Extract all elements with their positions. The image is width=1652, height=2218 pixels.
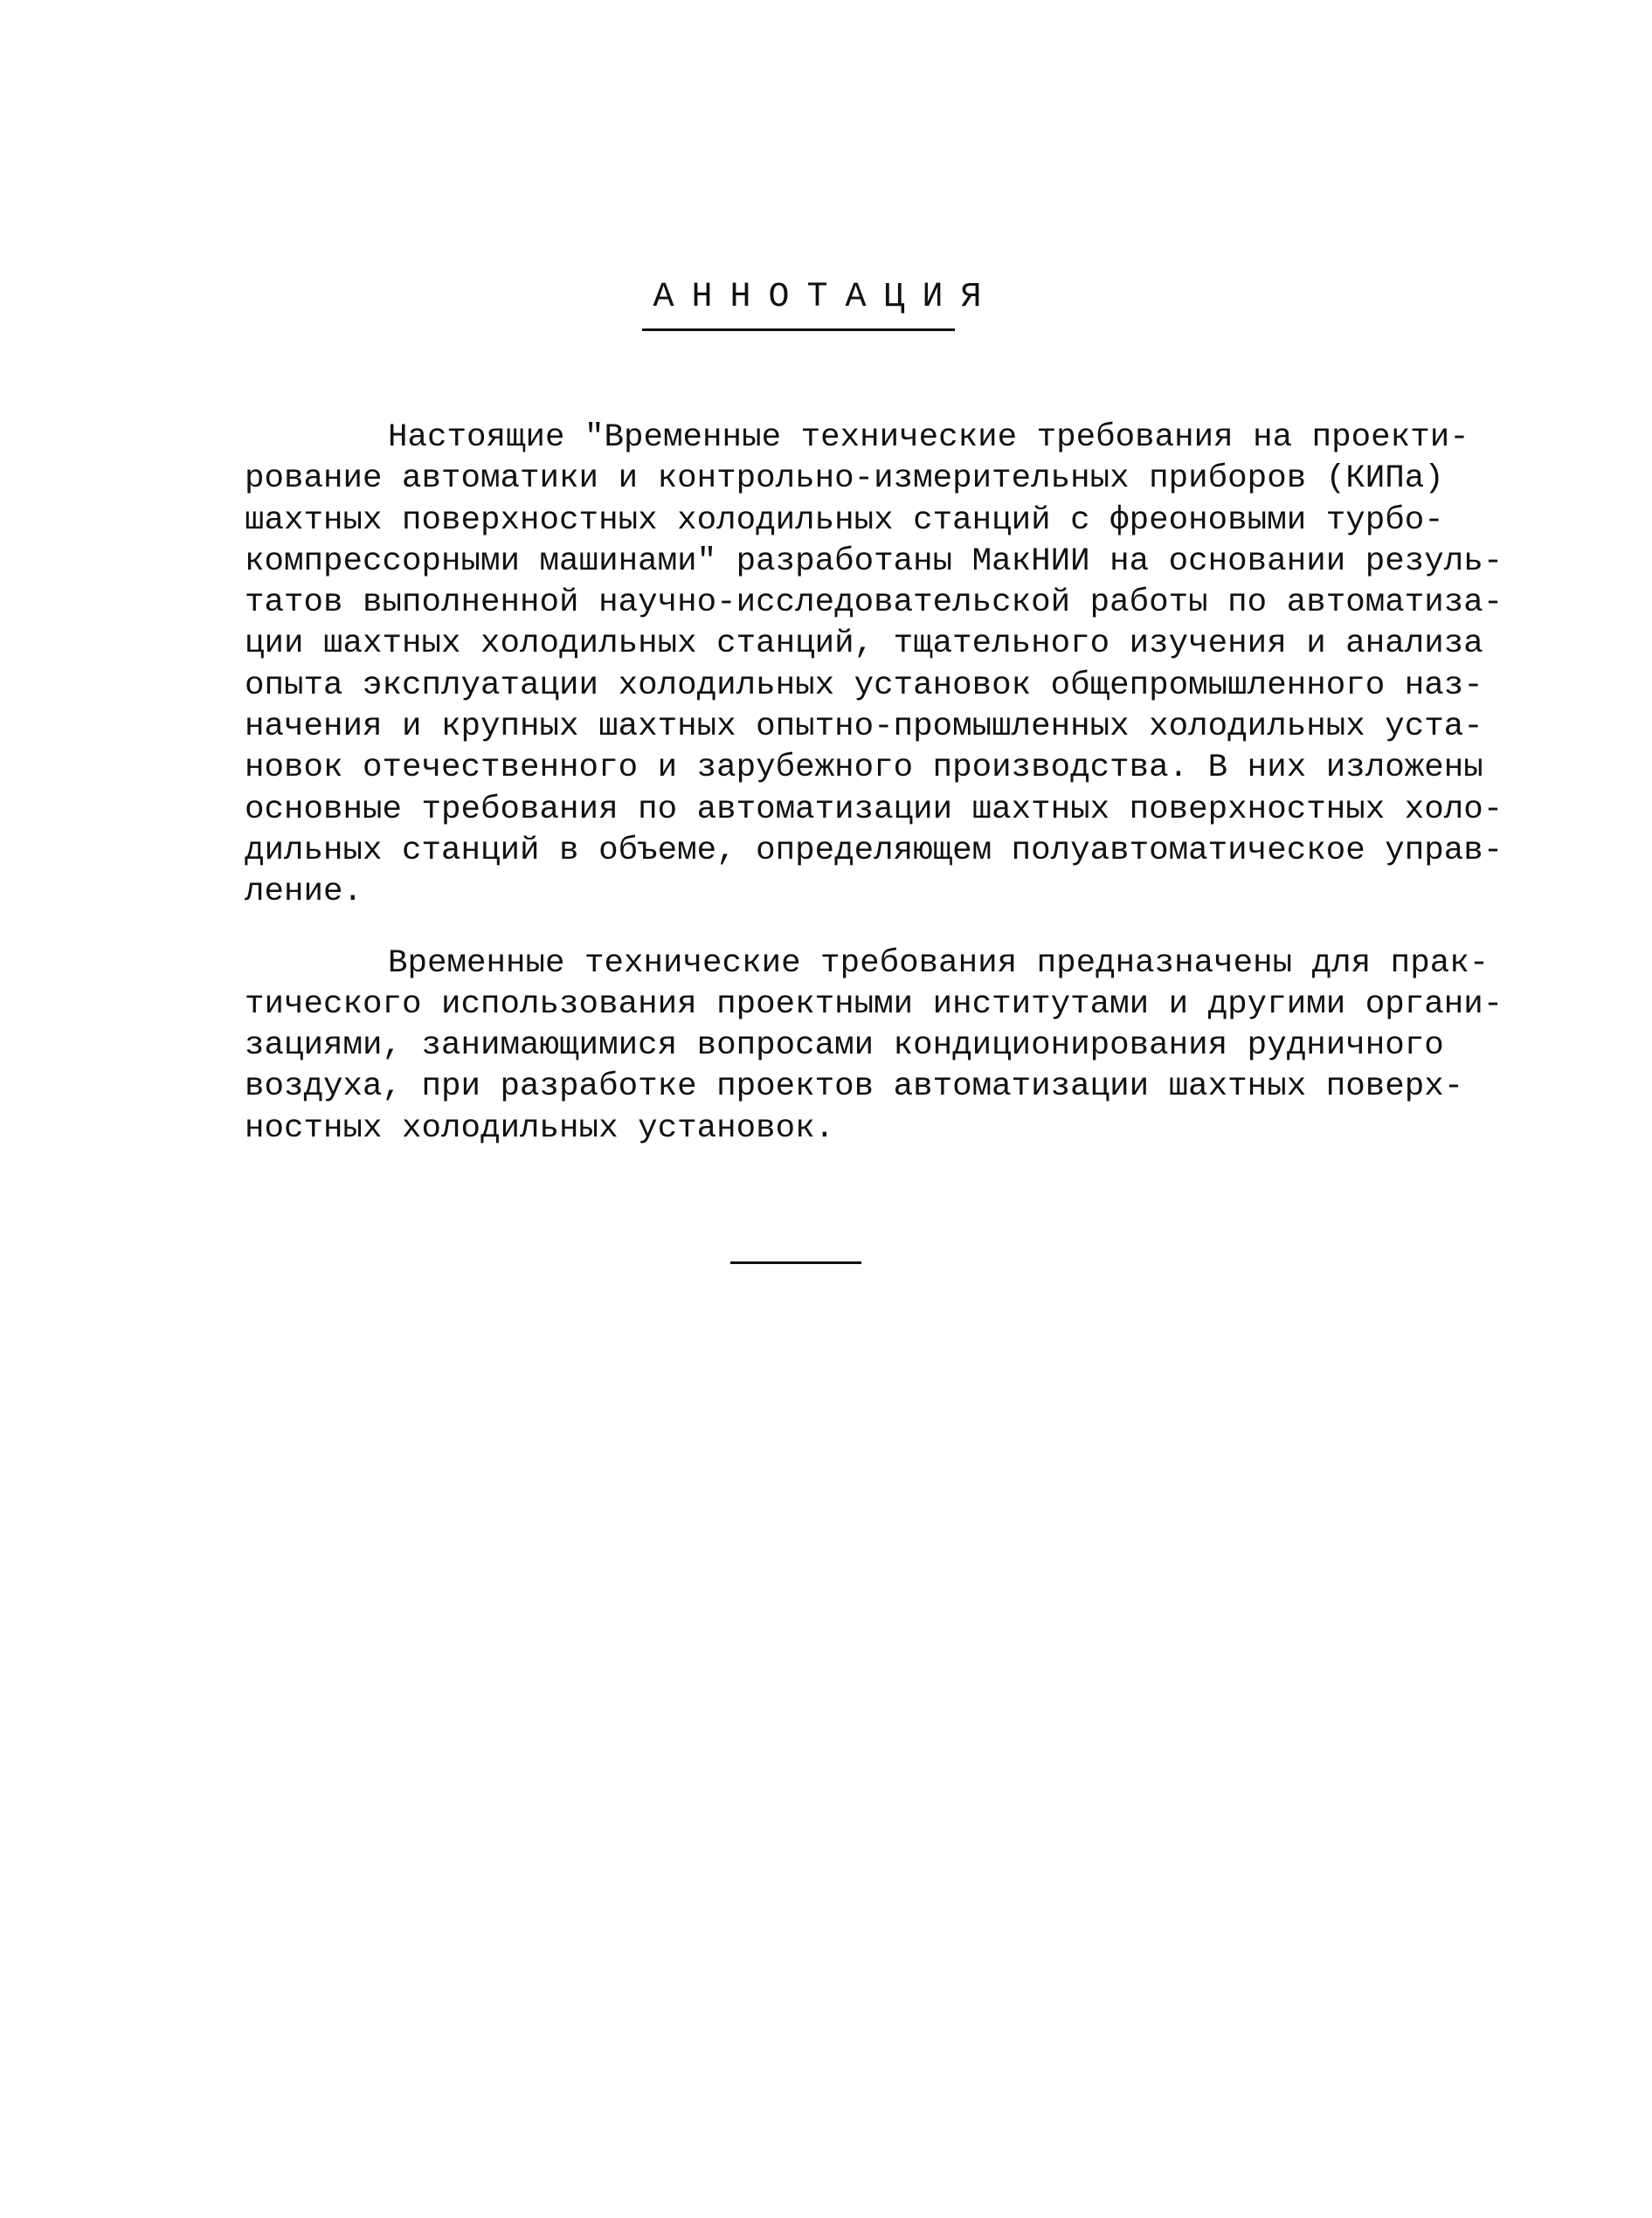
paragraph-line: основные требования по автоматизации шахтных поверхностных холо- <box>245 791 1503 828</box>
paragraph-line: тического использования проектными институтами и другими органи- <box>245 985 1503 1023</box>
paragraph-spacer <box>245 914 1503 943</box>
page-title: АННОТАЦИЯ <box>653 278 999 317</box>
annotation-body <box>245 418 1503 1150</box>
paragraph-line: дильных станций в объеме, определяющем полуавтоматическое управ- <box>245 832 1503 869</box>
paragraph-line: новок отечественного и зарубежного производства. В них изложены <box>245 750 1483 787</box>
paragraph-line: Настоящие "Временные технические требования на проекти- <box>388 419 1469 456</box>
paragraph-line: шахтных поверхностных холодильных станций с фреоновыми турбо- <box>245 501 1444 539</box>
paragraph-line: рование автоматики и контрольно-измерительных приборов (КИПа) <box>245 460 1444 498</box>
paragraph-line: ление. <box>245 874 363 911</box>
paragraph-line: начения и крупных шахтных опытно-промышленных холодильных уста- <box>245 708 1483 746</box>
paragraph-line: ностных холодильных установок. <box>245 1109 835 1147</box>
paragraph-line: зациями, занимающимися вопросами кондиционирования рудничного <box>245 1027 1444 1065</box>
paragraph-2 <box>245 943 1503 1150</box>
paragraph-line: воздуха, при разработке проектов автоматизации шахтных поверх- <box>245 1068 1464 1106</box>
paragraph-line: ции шахтных холодильных станций, тщательного изучения и анализа <box>245 625 1483 663</box>
paragraph-line: опыта эксплуатации холодильных установок общепромышленного наз- <box>245 667 1483 704</box>
paragraph-1 <box>245 418 1503 914</box>
paragraph-line: татов выполненной научно-исследовательской работы по автоматиза- <box>245 584 1503 622</box>
paragraph-line: компрессорными машинами" разработаны МакНИИ на основании резуль- <box>245 542 1503 580</box>
paragraph-line: Временные технические требования предназначены для прак- <box>388 944 1490 982</box>
title-underline <box>642 328 955 331</box>
closing-rule <box>730 1261 861 1264</box>
